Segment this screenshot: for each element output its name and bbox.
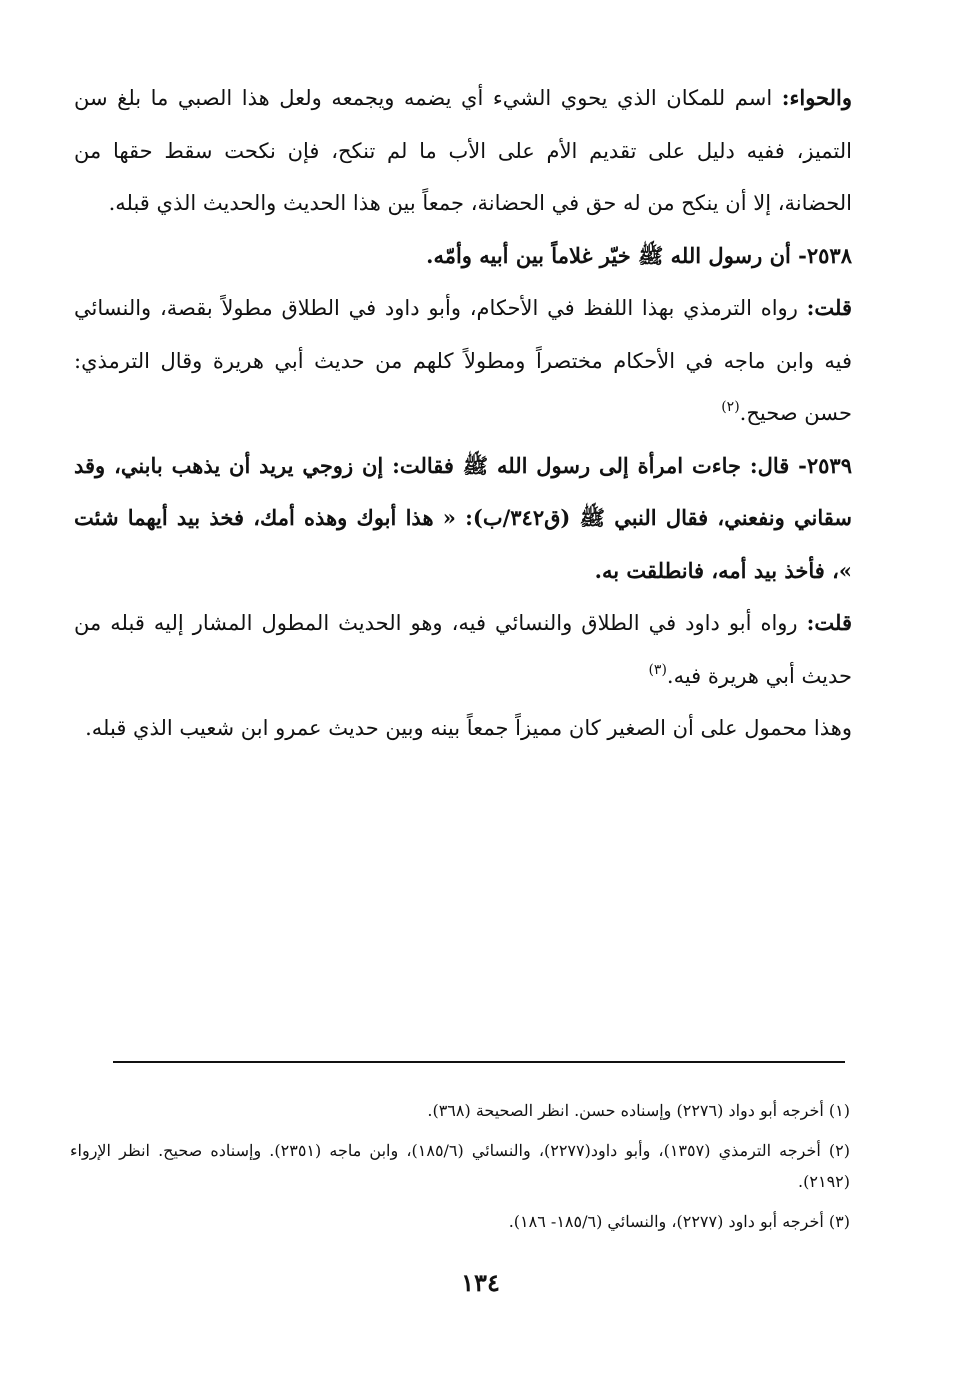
footnotes — [70, 1095, 850, 1246]
hadith-2538 — [74, 230, 852, 283]
paragraph-text: وهذا محمول على أن الصغير كان مميزاً جمعاً بينه وبين حديث عمرو ابن شعيب الذي قبله. — [85, 716, 852, 740]
commentary-2539 — [74, 597, 852, 702]
main-text — [74, 72, 852, 755]
footnote-2: (٢) أخرجه الترمذي (١٣٥٧)، وأبو داود(٢٢٧٧)، والنسائي (١٨٥/٦)، وابن ماجه (٢٣٥١). وإسناده صحيح. انظر الإرواء (٢١٩٢). — [70, 1141, 851, 1191]
page-number: ١٣٤ — [461, 1268, 500, 1297]
footnote-1: (١) أخرجه أبو دواد (٢٢٧٦) وإسناده حسن. انظر الصحيحة (٣٦٨). — [427, 1101, 850, 1120]
hadith-text: ٢٥٣٩- قال: جاءت امرأة إلى رسول الله ﷺ فقالت: إن زوجي يريد أن يذهب بابني، وقد سقاني ونفعني، فقال النبي ﷺ (ق٣٤٢/ب): « هذا أبوك وهذه أمك، فخذ بيد أيهما شئت »، فأخذ بيد أمه، فانطلقت به. — [74, 452, 852, 583]
footnote-3: (٣) أخرجه أبو داود (٢٢٧٧)، والنسائي (١٨٥/٦- ١٨٦). — [508, 1212, 850, 1231]
commentary-2538 — [74, 282, 852, 440]
paragraph-hawa-definition — [74, 72, 852, 230]
footnote-reference: (٢) — [721, 399, 740, 415]
closing-paragraph — [74, 702, 852, 755]
footnote-reference: (٣) — [648, 661, 667, 678]
commentary-lead: قلت: — [806, 295, 852, 320]
commentary-text: رواه الترمذي بهذا اللفظ في الأحكام، وأبو داود في الطلاق مطولاً بقصة، والنسائي فيه وابن ماجه في الأحكام مختصراً ومطولاً كلهم من حديث أبي هريرة وقال الترمذي: حسن صحيح. — [74, 296, 852, 425]
hadith-text: ٢٥٣٨- أن رسول الله ﷺ خيّر غلاماً بين أبيه وأمّه. — [426, 242, 852, 268]
commentary-text: رواه أبو داود في الطلاق والنسائي فيه، وهو الحديث المطول المشار إليه قبله من حديث أبي هريرة فيه. — [74, 611, 852, 688]
paragraph-text: اسم للمكان الذي يحوي الشيء أي يضمه ويجمعه ولعل هذا الصبي ما بلغ سن التميز، ففيه دليل على تقديم الأم على الأب ما لم تنكح، فإن نكحت سقط حقها من الحضانة، إلا أن ينكح من له حق في الحضانة، جمعاً بين هذا الحديث والحديث الذي قبله. — [74, 86, 852, 215]
footnote-separator — [113, 1061, 845, 1063]
commentary-lead: قلت: — [806, 610, 852, 635]
paragraph-lead-term: والحواء: — [781, 85, 852, 110]
hadith-2539 — [74, 440, 852, 598]
